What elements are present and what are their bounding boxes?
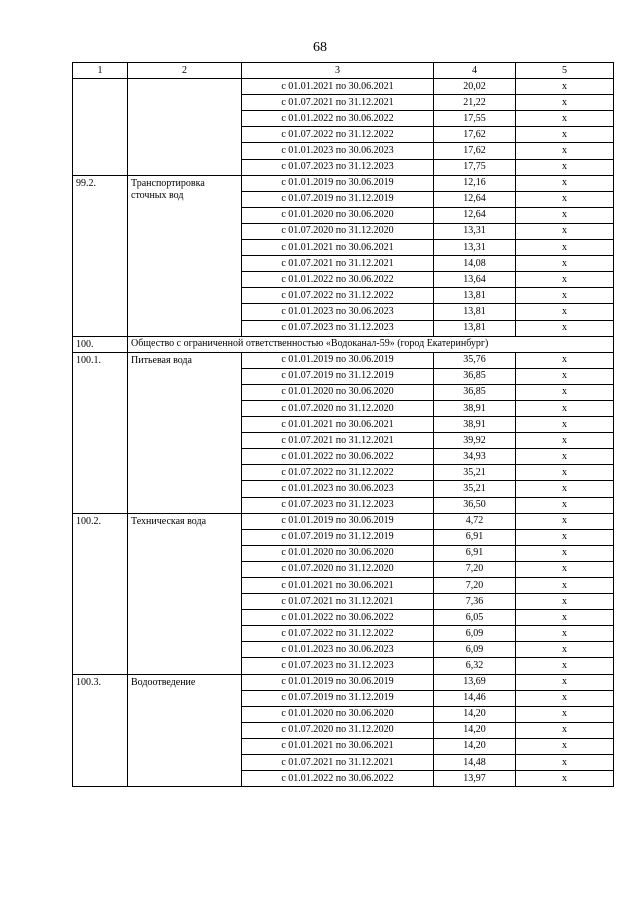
period-cell: с 01.01.2021 по 30.06.2021 [242,240,434,256]
col5-cell: x [516,95,614,111]
item-number [73,79,128,176]
period-cell: с 01.07.2020 по 31.12.2020 [242,400,434,416]
tariff-value-cell: 12,16 [434,175,516,191]
col5-cell: x [516,738,614,754]
tariff-value-cell: 39,92 [434,433,516,449]
tariff-value-cell: 36,85 [434,368,516,384]
col5-cell: x [516,272,614,288]
period-cell: с 01.01.2022 по 30.06.2022 [242,272,434,288]
col5-cell: x [516,658,614,674]
period-cell: с 01.07.2020 по 31.12.2020 [242,561,434,577]
tariff-value-cell: 7,36 [434,594,516,610]
period-cell: с 01.07.2022 по 31.12.2022 [242,626,434,642]
table-row [73,513,614,529]
header-cell: 4 [434,63,516,79]
tariff-value-cell: 35,76 [434,352,516,368]
col5-cell: x [516,545,614,561]
tariff-value-cell: 13,81 [434,304,516,320]
col5-cell: x [516,578,614,594]
period-cell: с 01.01.2022 по 30.06.2022 [242,771,434,787]
period-cell: с 01.07.2020 по 31.12.2020 [242,722,434,738]
col5-cell: x [516,722,614,738]
col5-cell: x [516,191,614,207]
table-row [73,674,614,690]
col5-cell: x [516,368,614,384]
period-cell: с 01.01.2021 по 30.06.2021 [242,79,434,95]
tariff-value-cell: 13,31 [434,223,516,239]
header-cell: 3 [242,63,434,79]
period-cell: с 01.01.2020 по 30.06.2020 [242,384,434,400]
item-number: 100.3. [73,674,128,787]
tariff-value-cell: 12,64 [434,191,516,207]
tariff-value-cell: 34,93 [434,449,516,465]
tariff-value-cell: 13,64 [434,272,516,288]
tariff-table [72,62,614,787]
period-cell: с 01.01.2020 по 30.06.2020 [242,545,434,561]
col5-cell: x [516,642,614,658]
col5-cell: x [516,529,614,545]
col5-cell: x [516,79,614,95]
col5-cell: x [516,240,614,256]
period-cell: с 01.01.2020 по 30.06.2020 [242,207,434,223]
header-cell: 1 [73,63,128,79]
col5-cell: x [516,288,614,304]
period-cell: с 01.01.2019 по 30.06.2019 [242,674,434,690]
period-cell: с 01.07.2023 по 31.12.2023 [242,320,434,336]
period-cell: с 01.01.2023 по 30.06.2023 [242,304,434,320]
period-cell: с 01.07.2021 по 31.12.2021 [242,256,434,272]
table-row [73,79,614,95]
tariff-value-cell: 17,75 [434,159,516,175]
period-cell: с 01.01.2019 по 30.06.2019 [242,352,434,368]
col5-cell: x [516,384,614,400]
tariff-value-cell: 7,20 [434,578,516,594]
table-row [73,352,614,368]
tariff-value-cell: 36,50 [434,497,516,513]
col5-cell: x [516,771,614,787]
tariff-value-cell: 6,91 [434,529,516,545]
col5-cell: x [516,481,614,497]
tariff-value-cell: 14,20 [434,738,516,754]
period-cell: с 01.07.2023 по 31.12.2023 [242,658,434,674]
period-cell: с 01.07.2022 по 31.12.2022 [242,465,434,481]
period-cell: с 01.07.2019 по 31.12.2019 [242,529,434,545]
period-cell: с 01.07.2019 по 31.12.2019 [242,690,434,706]
col5-cell: x [516,626,614,642]
period-cell: с 01.01.2020 по 30.06.2020 [242,706,434,722]
col5-cell: x [516,143,614,159]
col5-cell: x [516,207,614,223]
period-cell: с 01.07.2020 по 31.12.2020 [242,223,434,239]
col5-cell: x [516,690,614,706]
tariff-value-cell: 20,02 [434,79,516,95]
period-cell: с 01.07.2021 по 31.12.2021 [242,755,434,771]
col5-cell: x [516,706,614,722]
col5-cell: x [516,610,614,626]
tariff-value-cell: 17,55 [434,111,516,127]
item-name [128,79,242,176]
period-cell: с 01.07.2019 по 31.12.2019 [242,368,434,384]
tariff-value-cell: 38,91 [434,400,516,416]
item-number: 99.2. [73,175,128,336]
table-row [73,175,614,191]
tariff-value-cell: 6,09 [434,626,516,642]
period-cell: с 01.07.2021 по 31.12.2021 [242,95,434,111]
period-cell: с 01.01.2022 по 30.06.2022 [242,449,434,465]
page-number: 68 [313,40,327,55]
period-cell: с 01.01.2019 по 30.06.2019 [242,513,434,529]
item-number: 100.1. [73,352,128,513]
col5-cell: x [516,304,614,320]
col5-cell: x [516,175,614,191]
col5-cell: x [516,256,614,272]
period-cell: с 01.07.2021 по 31.12.2021 [242,594,434,610]
tariff-value-cell: 17,62 [434,127,516,143]
tariff-value-cell: 14,20 [434,706,516,722]
period-cell: с 01.01.2023 по 30.06.2023 [242,642,434,658]
item-number: 100.2. [73,513,128,674]
tariff-value-cell: 13,81 [434,288,516,304]
table-row [73,336,614,352]
col5-cell: x [516,352,614,368]
tariff-value-cell: 14,08 [434,256,516,272]
tariff-value-cell: 6,91 [434,545,516,561]
col5-cell: x [516,433,614,449]
item-name: Водоотведение [128,674,242,787]
tariff-value-cell: 6,09 [434,642,516,658]
period-cell: с 01.07.2022 по 31.12.2022 [242,288,434,304]
period-cell: с 01.07.2023 по 31.12.2023 [242,159,434,175]
tariff-value-cell: 35,21 [434,465,516,481]
tariff-value-cell: 13,31 [434,240,516,256]
period-cell: с 01.01.2021 по 30.06.2021 [242,738,434,754]
tariff-value-cell: 17,62 [434,143,516,159]
header-row [73,63,614,79]
organization-name: Общество с ограниченной ответственностью «Водоканал-59» (город Екатеринбург) [128,336,614,352]
col5-cell: x [516,400,614,416]
tariff-value-cell: 4,72 [434,513,516,529]
col5-cell: x [516,320,614,336]
tariff-value-cell: 13,97 [434,771,516,787]
period-cell: с 01.07.2022 по 31.12.2022 [242,127,434,143]
item-name: Питьевая вода [128,352,242,513]
tariff-value-cell: 6,32 [434,658,516,674]
header-cell: 2 [128,63,242,79]
tariff-value-cell: 14,48 [434,755,516,771]
tariff-value-cell: 6,05 [434,610,516,626]
tariff-value-cell: 7,20 [434,561,516,577]
table-body [73,79,614,787]
col5-cell: x [516,561,614,577]
tariff-value-cell: 12,64 [434,207,516,223]
tariff-value-cell: 14,20 [434,722,516,738]
tariff-value-cell: 21,22 [434,95,516,111]
col5-cell: x [516,223,614,239]
col5-cell: x [516,417,614,433]
col5-cell: x [516,513,614,529]
col5-cell: x [516,594,614,610]
period-cell: с 01.01.2023 по 30.06.2023 [242,481,434,497]
item-number: 100. [73,336,128,352]
item-name: Транспортировка сточных вод [128,175,242,336]
header-cell: 5 [516,63,614,79]
period-cell: с 01.07.2019 по 31.12.2019 [242,191,434,207]
col5-cell: x [516,674,614,690]
period-cell: с 01.01.2023 по 30.06.2023 [242,143,434,159]
tariff-value-cell: 14,46 [434,690,516,706]
tariff-value-cell: 13,81 [434,320,516,336]
period-cell: с 01.01.2021 по 30.06.2021 [242,417,434,433]
item-name: Техническая вода [128,513,242,674]
tariff-value-cell: 36,85 [434,384,516,400]
col5-cell: x [516,497,614,513]
tariff-value-cell: 35,21 [434,481,516,497]
col5-cell: x [516,465,614,481]
period-cell: с 01.01.2021 по 30.06.2021 [242,578,434,594]
col5-cell: x [516,755,614,771]
col5-cell: x [516,111,614,127]
period-cell: с 01.01.2019 по 30.06.2019 [242,175,434,191]
period-cell: с 01.01.2022 по 30.06.2022 [242,111,434,127]
col5-cell: x [516,449,614,465]
tariff-value-cell: 38,91 [434,417,516,433]
col5-cell: x [516,159,614,175]
period-cell: с 01.07.2021 по 31.12.2021 [242,433,434,449]
period-cell: с 01.07.2023 по 31.12.2023 [242,497,434,513]
col5-cell: x [516,127,614,143]
period-cell: с 01.01.2022 по 30.06.2022 [242,610,434,626]
tariff-value-cell: 13,69 [434,674,516,690]
